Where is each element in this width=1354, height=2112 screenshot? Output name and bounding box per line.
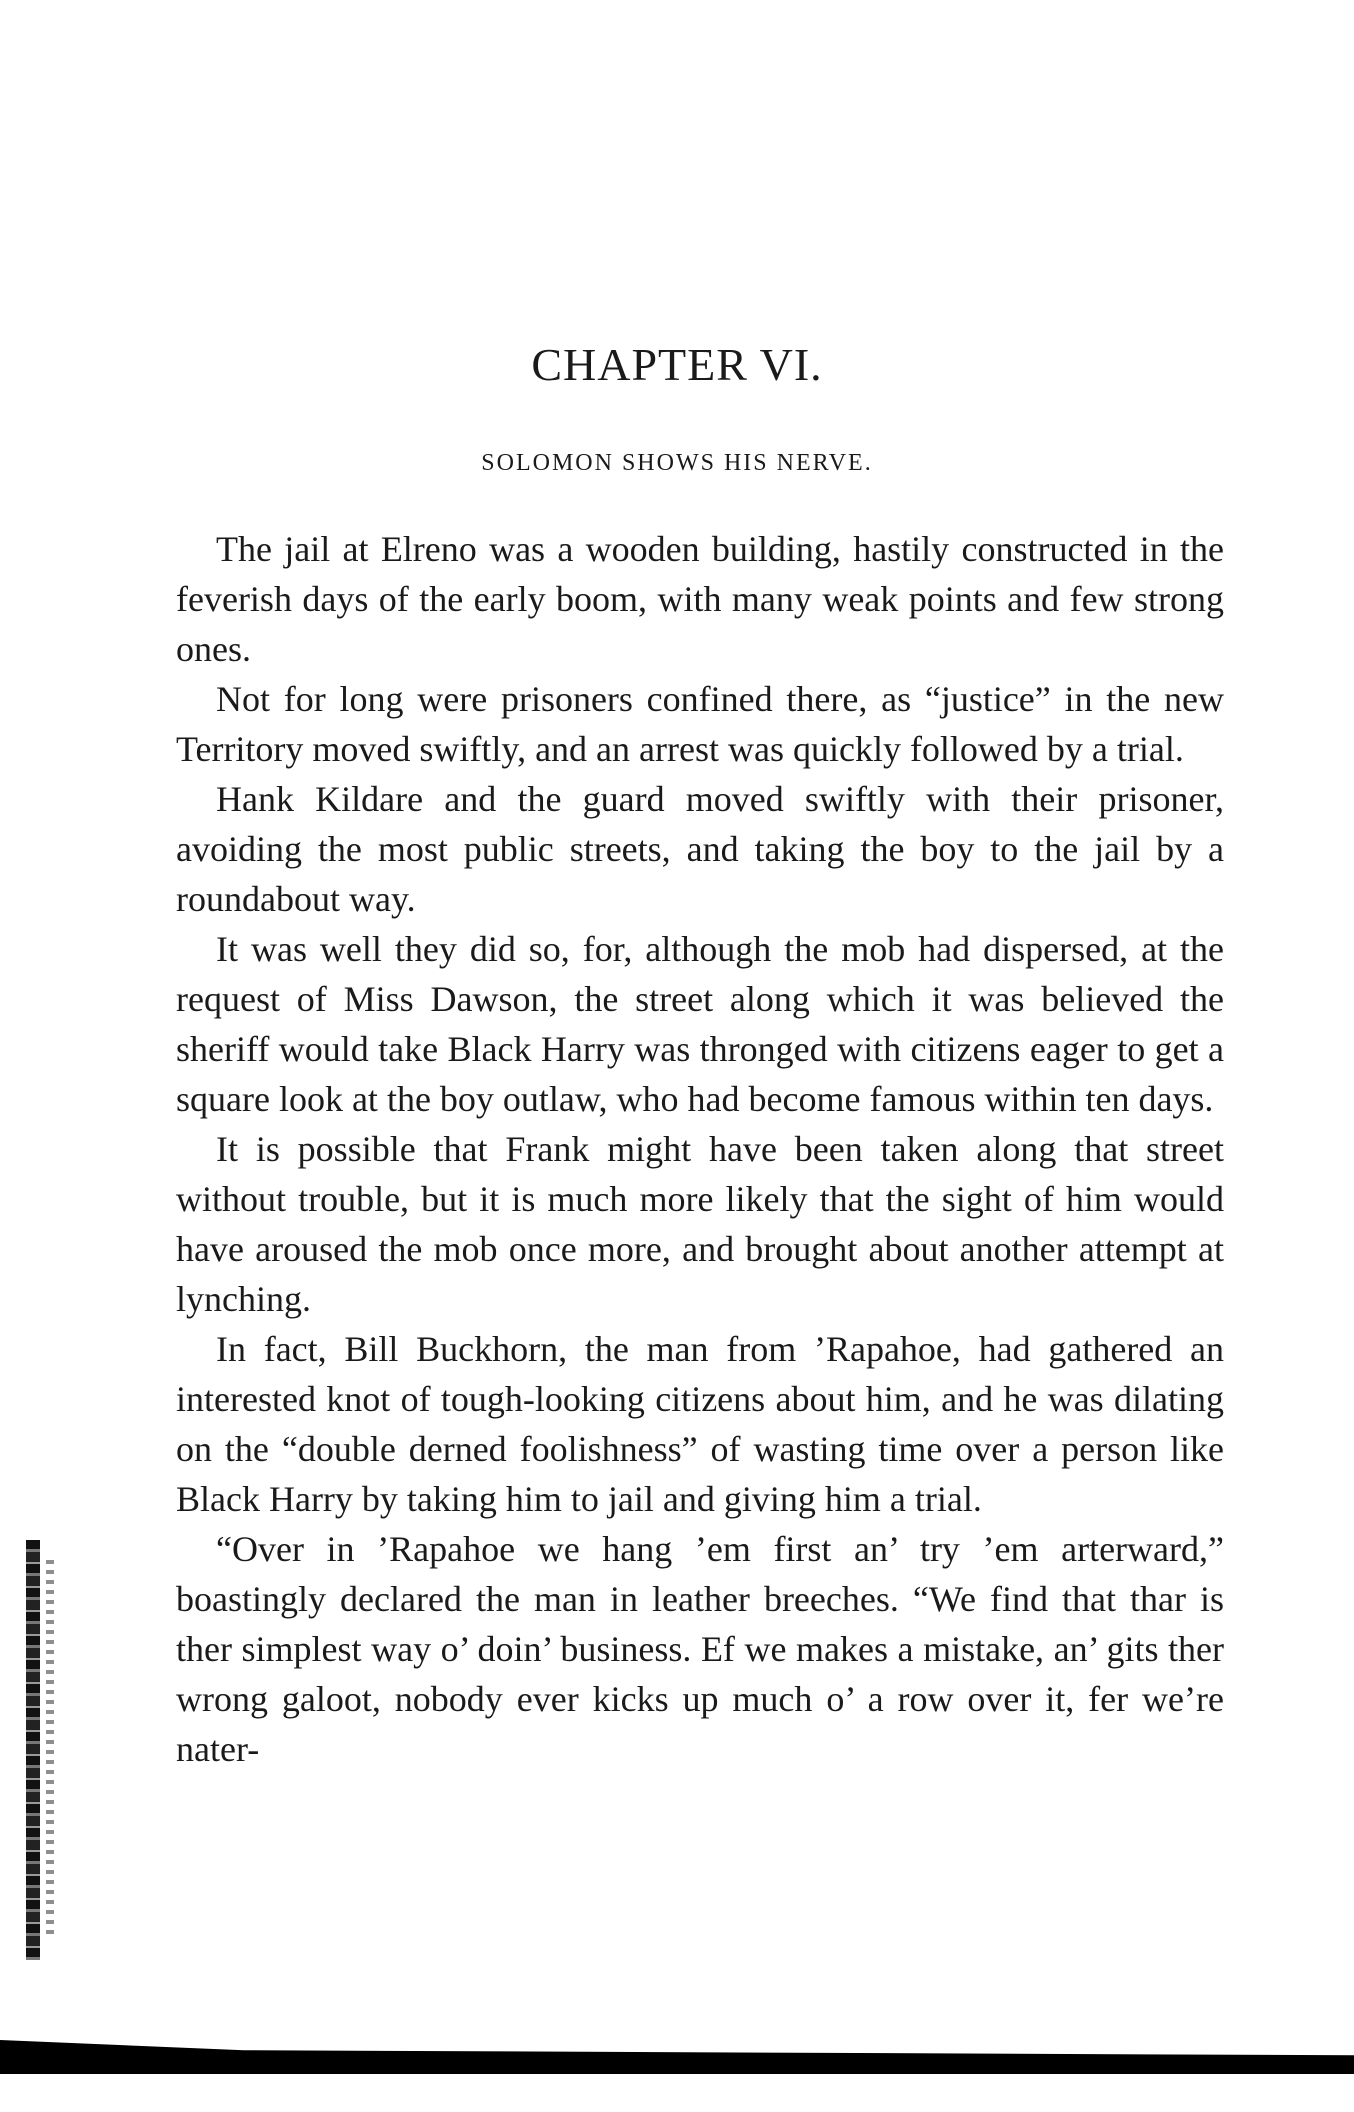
paragraph: It is possible that Frank might have been taken along that street without trouble, but it is much more likely that the sight of him would have aroused the mob once more, and brought about another attempt at lynching. [176,1129,1224,1319]
paragraph: The jail at Elreno was a wooden building, hastily constructed in the feverish days of the early boom, with many weak points and few strong ones. [176,529,1224,669]
scan-bottom-edge [0,2040,1354,2074]
paragraph: Hank Kildare and the guard moved swiftly with their prisoner, avoiding the most public streets, and taking the boy to the jail by a roundabout way. [176,779,1224,919]
paragraph: “Over in ’Rapahoe we hang ’em first an’ try ’em arterward,” boastingly declared the man in leather breeches. “We find that thar is ther simplest way o’ doin’ business. Ef we makes a mistake, an’ gits ther wrong galoot, nobody ever kicks up much o’ a row over it, fer we’re nater- [176,1529,1224,1769]
scan-binding-shadow [26,1540,40,1960]
scan-binding-shadow-faint [46,1560,54,1940]
chapter-body [176,524,1224,1774]
paragraph: It was well they did so, for, although the mob had dispersed, at the request of Miss Dawson, the street along which it was believed the sheriff would take Black Harry was thronged with citizens eager to get a square look at the boy outlaw, who had become famous within ten days. [176,929,1224,1119]
paragraph: In fact, Bill Buckhorn, the man from ’Rapahoe, had gathered an interested knot of tough-looking citizens about him, and he was dilating on the “double derned foolishness” of wasting time over a person like Black Harry by taking him to jail and giving him a trial. [176,1329,1224,1519]
chapter-subtitle: SOLOMON SHOWS HIS NERVE. [481,450,873,476]
paragraph: Not for long were prisoners confined there, as “justice” in the new Territory moved swiftly, and an arrest was quickly followed by a trial. [176,679,1224,769]
chapter-title: CHAPTER VI. [531,339,823,390]
